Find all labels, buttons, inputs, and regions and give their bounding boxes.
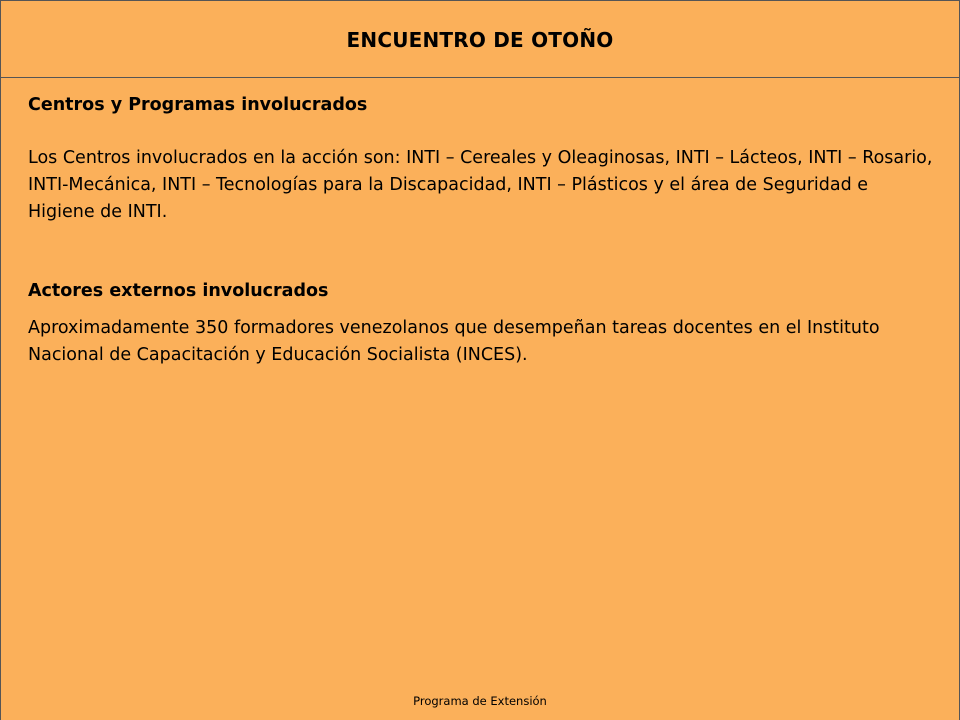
section-paragraph-centros: Los Centros involucrados en la acción son: INTI – Cereales y Oleaginosas, INTI – Lácteos, INTI – Rosario, INTI-Mecánica, INTI – Tecnologías para la Discapacidad, INTI – Plásticos y el área de Seguridad e Higiene de INTI. xyxy=(28,148,933,222)
title-bar xyxy=(1,0,959,78)
slide-footer: Programa de Extensión xyxy=(413,694,547,708)
slide-content xyxy=(28,92,933,369)
slide-title: ENCUENTRO DE OTOÑO xyxy=(346,28,614,52)
section-paragraph-actores: Aproximadamente 350 formadores venezolanos que desempeñan tareas docentes en el Instituto Nacional de Capacitación y Educación Socialista (INCES). xyxy=(28,318,880,365)
section-heading-centros: Centros y Programas involucrados xyxy=(28,95,368,115)
section-heading-actores: Actores externos involucrados xyxy=(28,281,329,301)
